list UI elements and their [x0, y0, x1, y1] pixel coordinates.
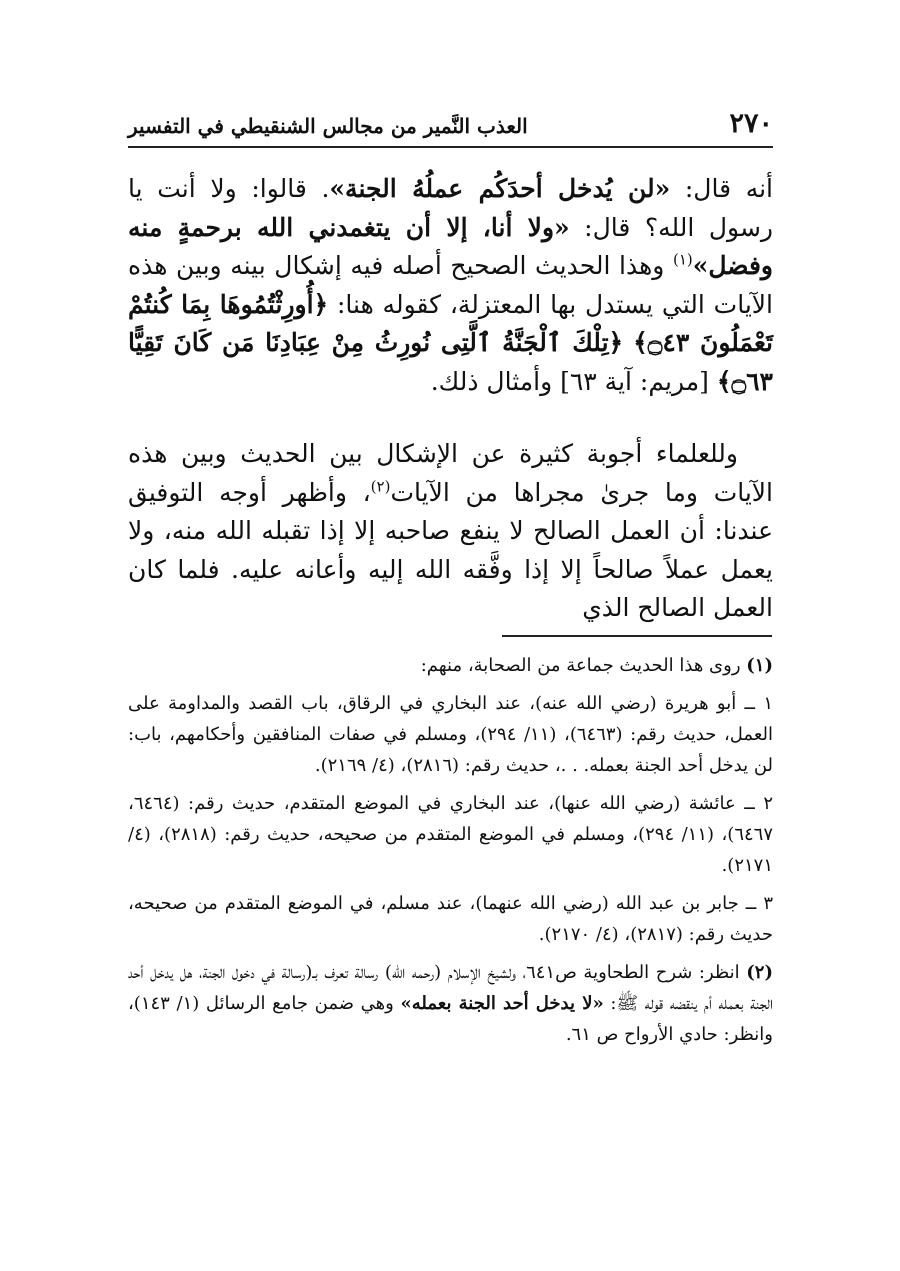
running-title: العذب النَّمير من مجالس الشنقيطي في التفسير — [128, 114, 528, 138]
footnotes — [128, 650, 773, 1050]
main-text — [128, 170, 773, 628]
quran-verse: ﴿تِلْكَ ٱلْجَنَّةُ ٱلَّتِى نُورِثُ مِنْ عِبَادِنَا مَن كَانَ تَقِيًّا ۝٦٣﴾ — [128, 328, 773, 396]
paragraph-2 — [128, 435, 773, 628]
footnote-ref-2[interactable]: (٢) — [370, 477, 391, 496]
footnote-separator — [502, 635, 772, 637]
footnote-1 — [128, 650, 773, 681]
footnote-text: وهي ضمن جامع الرسائل (١/ ١٤٣)، وانظر: حادي الأرواح ص ٦١. — [128, 993, 773, 1045]
hadith-quote: «لن يُدخل أحدَكُم عملُهُ الجنة» — [329, 174, 671, 203]
footnote-text: روى هذا الحديث جماعة من الصحابة، منهم: — [420, 655, 741, 676]
quran-verse: ﴿أُورِثْتُمُوهَا بِمَا كُنتُمْ تَعْمَلُونَ ۝٤٣﴾ — [128, 289, 773, 357]
paragraph-1 — [128, 170, 773, 401]
footnote-ref-1[interactable]: (١) — [672, 250, 693, 269]
footnote-text: انظر: شرح الطحاوية ص٦٤١، ولشيخ الإسلام (رحمه الله) رسالة تعرف بـ(رسالة في دخول الجنة، هل يدخل أحد الجنة بعمله أم ينقضه قوله ﷺ: — [128, 962, 773, 1014]
footnote-1-item-1: ١ ــ أبو هريرة (رضي الله عنه)، عند البخاري في الرقاق، باب القصد والمداومة على العمل، حديث رقم: (٦٤٦٣)، (١١/ ٢٩٤)، ومسلم في صفات المنافقين وأحكامهم، باب: لن يدخل أحد الجنة بعمله. . .، حديث رقم: (٢٨١٦)، (٤/ ٢١٦٩). — [128, 693, 774, 776]
text-run: . قالوا: ولا أنت يا رسول الله؟ قال: — [128, 174, 773, 242]
footnote-2 — [128, 957, 773, 1050]
page-number: ٢٧٠ — [729, 108, 773, 139]
footnote-1-item-2: ٢ ــ عائشة (رضي الله عنها)، عند البخاري في الموضع المتقدم، حديث رقم: (٦٤٦٤، ٦٤٦٧)، (١١/ ٢٩٤)، ومسلم في الموضع المتقدم من صحيحه، حديث رقم: (٢٨١٨)، (٤/ ٢١٧١). — [128, 793, 774, 876]
text-run — [623, 328, 633, 357]
page-header — [128, 108, 773, 148]
text-run: أنه قال: — [670, 174, 773, 203]
hadith-quote: «ولا أنا، إلا أن يتغمدني الله برحمةٍ منه وفضل» — [128, 212, 773, 280]
text-run: وللعلماء أجوبة كثيرة عن الإشكال بين الحديث وبين هذه الآيات وما جرىٰ مجراها من الآيات — [128, 439, 774, 507]
footnote-1-item-3: ٣ ــ جابر بن عبد الله (رضي الله عنهما)، عند مسلم، في الموضع المتقدم من صحيحه، حديث رقم: (٢٨١٧)، (٤/ ٢١٧٠). — [128, 893, 773, 945]
text-run: ، وأظهر أوجه التوفيق عندنا: أن العمل الصالح لا ينفع صاحبه إلا إذا تقبله الله منه، ولا يعمل عملاً صالحاً إلا إذا وفَّقه الله إليه وأعانه عليه. فلما كان العمل الصالح الذي — [128, 477, 773, 622]
hadith-quote: «لا يدخل أحد الجنة بعمله» — [400, 993, 604, 1014]
text-run: وهذا الحديث الصحيح أصله فيه إشكال بينه وبين هذه الآيات التي يستدل بها المعتزلة، كقوله هنا: — [128, 251, 773, 319]
text-run: [مريم: آية ٦٣] وأمثال ذلك. — [430, 366, 717, 396]
footnote-mark: (١) — [746, 655, 773, 676]
footnote-mark: (٢) — [746, 962, 773, 983]
